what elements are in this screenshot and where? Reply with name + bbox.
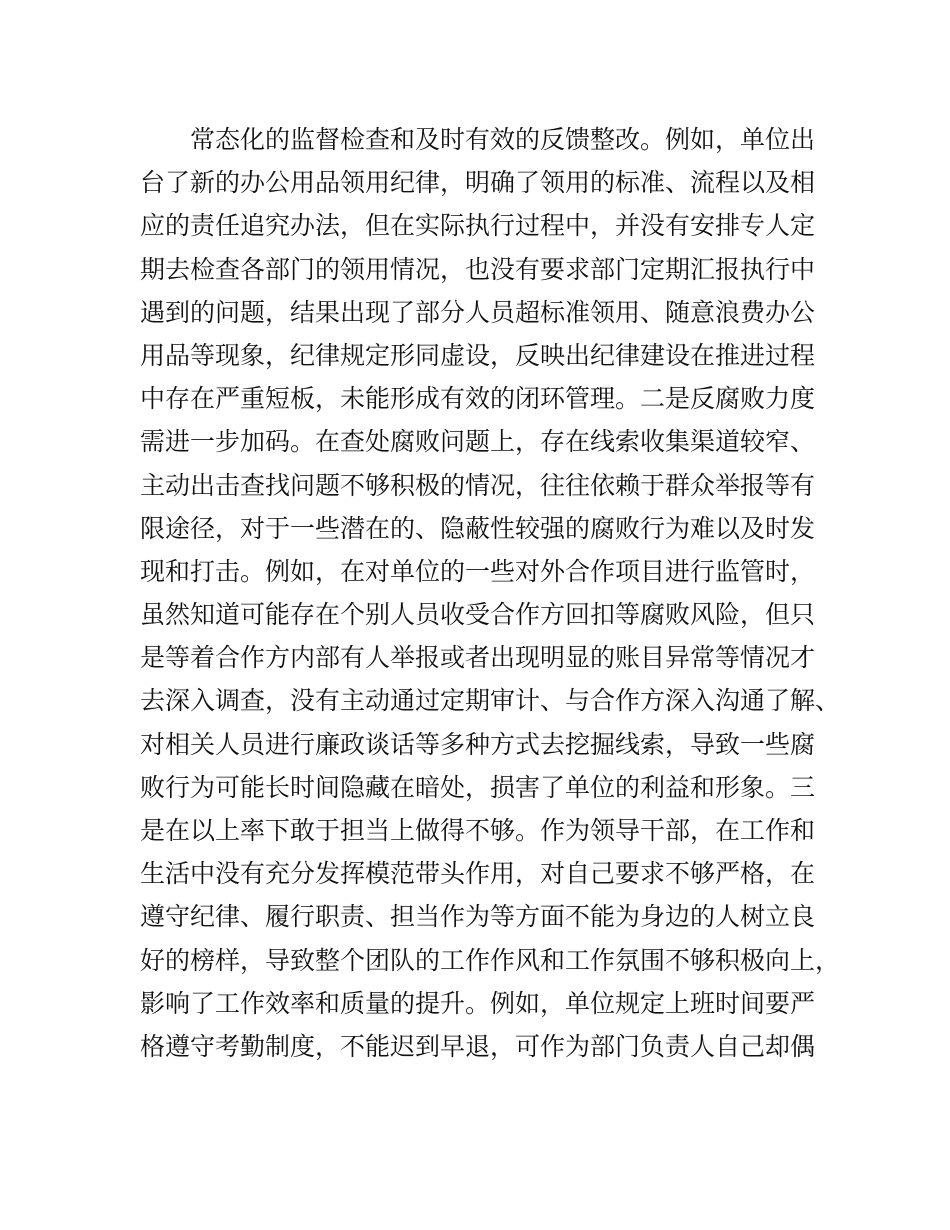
text-line: 是在以上率下敢于担当上做得不够。作为领导干部，在工作和 <box>140 816 816 845</box>
text-line: 是等着合作方内部有人举报或者出现明显的账目异常等情况才 <box>140 643 816 673</box>
text-line: 好的榜样，导致整个团队的工作作风和工作氛围不够积极向上， <box>140 945 840 975</box>
text-line: 现和打击。例如，在对单位的一些对外合作项目进行监管时， <box>140 556 816 586</box>
text-line: 虽然知道可能存在个别人员收受合作方回扣等腐败风险，但只 <box>140 600 816 630</box>
body-text <box>140 118 840 1068</box>
text-line: 对相关人员进行廉政谈话等多种方式去挖掘线索，导致一些腐 <box>140 729 816 759</box>
text-line: 格遵守考勤制度，不能迟到早退，可作为部门负责人自己却偶 <box>140 1031 816 1061</box>
text-line: 台了新的办公用品领用纪律，明确了领用的标准、流程以及相 <box>140 168 816 198</box>
text-line: 需进一步加码。在查处腐败问题上，存在线索收集渠道较窄、 <box>140 427 816 457</box>
text-line: 生活中没有充分发挥模范带头作用，对自己要求不够严格，在 <box>140 859 816 889</box>
text-line: 期去检查各部门的领用情况，也没有要求部门定期汇报执行中 <box>140 254 816 284</box>
text-line: 限途径，对于一些潜在的、隐蔽性较强的腐败行为难以及时发 <box>140 513 816 543</box>
text-line: 败行为可能长时间隐藏在暗处，损害了单位的利益和形象。三 <box>140 772 816 802</box>
text-line: 常态化的监督检查和及时有效的反馈整改。例如，单位出 <box>140 125 816 154</box>
text-line: 中存在严重短板，未能形成有效的闭环管理。二是反腐败力度 <box>140 384 816 414</box>
text-line: 主动出击查找问题不够积极的情况，往往依赖于群众举报等有 <box>140 470 816 500</box>
text-line: 遵守纪律、履行职责、担当作为等方面不能为身边的人树立良 <box>140 902 816 932</box>
text-line: 影响了工作效率和质量的提升。例如，单位规定上班时间要严 <box>140 988 816 1018</box>
text-line: 应的责任追究办法，但在实际执行过程中，并没有安排专人定 <box>140 211 816 241</box>
text-line: 遇到的问题，结果出现了部分人员超标准领用、随意浪费办公 <box>140 297 816 327</box>
text-line: 去深入调查，没有主动通过定期审计、与合作方深入沟通了解、 <box>140 686 840 716</box>
text-line: 用品等现象，纪律规定形同虚设，反映出纪律建设在推进过程 <box>140 340 816 370</box>
